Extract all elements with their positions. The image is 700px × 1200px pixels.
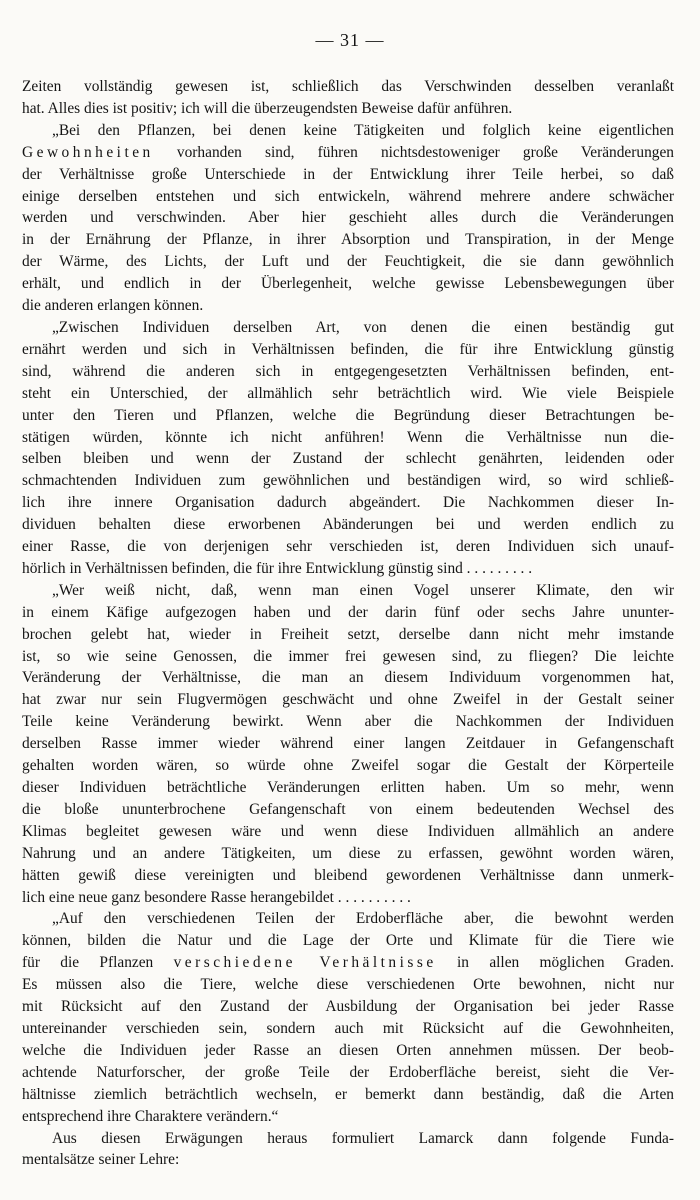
text-line: hat. Alles dies ist positiv; ich will die überzeugendsten Beweise dafür anführen. — [22, 99, 513, 117]
text-line: Klimas begleitet gewesen wäre und wenn diese Individuen allmählich an andere — [22, 822, 674, 840]
text-line: einer Rasse, die von derjenigen sehr verschieden ist, deren Individuen sich unauf- — [22, 538, 674, 556]
text-line: lich eine neue ganz besondere Rasse herangebildet . . . . . . . . . . — [22, 888, 411, 906]
paragraph — [22, 580, 674, 909]
text-line — [22, 952, 674, 974]
text-line: derselben Rasse immer wieder während einer langen Zeitdauer in Gefangenschaft — [22, 735, 674, 753]
text-line: selben bleiben und wenn der Zustand der schlecht genährten, leidenden oder — [22, 450, 674, 468]
text-line: Es müssen also die Tiere, welche diese verschiedenen Orte bewohnen, nicht nur — [22, 976, 674, 994]
text-line: untereinander verschieden sein, sondern auch mit Rücksicht auf die Gewohnheiten, — [22, 1019, 674, 1037]
text-line: ernährt werden und sich in Verhältnissen befinden, die für ihre Entwicklung günstig — [22, 340, 674, 358]
text-line: der Wärme, des Lichts, der Luft und der Feuchtigkeit, die sie dann gewöhnlich — [22, 253, 674, 271]
paragraph — [22, 908, 674, 1127]
text-line: hätten gewiß diese vereinigten und bleibend gewordenen Verhältnisse dann unmerk- — [22, 866, 674, 884]
paragraph — [22, 317, 674, 580]
page-number: — 31 — — [315, 30, 385, 50]
text-line: hältnisse ziemlich beträchtlich wechseln, er bemerkt dann beständig, daß die Arten — [22, 1085, 674, 1103]
text-line: brochen gelebt hat, wieder in Freiheit setzt, derselbe dann nicht mehr imstande — [22, 625, 674, 643]
text-line: dieser Individuen beträchtliche Veränderungen erlitten haben. Um so mehr, wenn — [22, 779, 674, 796]
text-run: in allen möglichen Graden. — [436, 954, 674, 972]
text-line: „Wer weiß nicht, daß, wenn man einen Vogel unserer Klimate, den wir — [52, 581, 674, 599]
text-line: welche die Individuen jeder Rasse an diesen Orten annehmen müssen. Der beob- — [22, 1041, 674, 1059]
text-line: sind, während die anderen sich in entgegengesetzten Verhältnissen befinden, ent- — [22, 362, 674, 380]
paragraph — [22, 76, 674, 120]
text-line: mit Rücksicht auf den Zustand der Ausbildung der Organisation bei jeder Rasse — [22, 998, 674, 1016]
text-line: steht ein Unterschied, der allmählich sehr beträchtlich wird. Wie viele Beispiele — [22, 384, 674, 402]
text-line: entsprechend ihre Charaktere verändern.“ — [22, 1107, 279, 1125]
text-line: achtende Naturforscher, der große Teile der Erdoberfläche bereist, sieht die Ver- — [22, 1063, 674, 1081]
text-line: in der Ernährung der Pflanze, in ihrer Absorption und Transpiration, in der Menge — [22, 231, 674, 249]
text-line: der Verhältnisse große Unterschiede in der Entwicklung ihrer Teile herbei, so daß — [22, 165, 674, 183]
text-line: hat zwar nur sein Flugvermögen geschwächt und ohne Zweifel in der Gestalt seiner — [22, 691, 674, 709]
text-line: erhält, und endlich in der Überlegenheit, welche gewisse Lebensbewegungen über — [22, 275, 674, 293]
body-text — [22, 76, 674, 1171]
text-line: gehalten worden wären, so würde ohne Zweifel sogar die Gestalt der Körperteile — [22, 757, 674, 775]
text-line: dividuen behalten diese erworbenen Abänderungen bei und werden endlich zu — [22, 516, 674, 534]
text-line — [22, 142, 674, 164]
paragraph — [22, 120, 674, 317]
emphasized-term: Gewohnheiten — [22, 143, 154, 161]
text-line: „Auf den verschiedenen Teilen der Erdoberfläche aber, die bewohnt werden — [52, 910, 674, 928]
text-line: Zeiten vollständig gewesen ist, schließlich das Verschwinden desselben veranlaßt — [22, 78, 674, 95]
text-line: Aus diesen Erwägungen heraus formuliert Lamarck dann folgende Funda- — [52, 1129, 674, 1147]
text-line: hörlich in Verhältnissen befinden, die für ihre Entwicklung günstig sind . . . . . . . . . — [22, 559, 533, 577]
text-line: die bloße ununterbrochene Gefangenschaft von einem bedeutenden Wechsel des — [22, 800, 674, 818]
text-line: Teile keine Veränderung bewirkt. Wenn aber die Nachkommen der Individuen — [22, 713, 674, 731]
text-line: Veränderung der Verhältnisse, die man an diesem Individuum vorgenommen hat, — [22, 669, 674, 687]
text-line: werden und verschwinden. Aber hier geschieht alles durch die Veränderungen — [22, 209, 674, 227]
text-line: die anderen erlangen können. — [22, 297, 204, 315]
emphasized-term: verschiedene Verhältnisse — [173, 954, 437, 972]
text-line: schmachtenden Individuen zum gewöhnlichen und beständigen wird, so wird schließ- — [22, 472, 674, 490]
text-line: stätigen würden, könnte ich nicht anführen! Wenn die Verhältnisse nun die- — [22, 428, 674, 446]
text-line: in einem Käfige aufgezogen haben und der darin fünf oder sechs Jahre ununter- — [22, 603, 674, 621]
text-line: Nahrung und an andere Tätigkeiten, um diese zu erfassen, gewöhnt worden wären, — [22, 844, 674, 862]
text-line: lich ihre innere Organisation dadurch abgeändert. Die Nachkommen dieser In- — [22, 494, 674, 512]
text-line: „Zwischen Individuen derselben Art, von denen die einen beständig gut — [52, 318, 674, 336]
text-run: vorhanden sind, führen nichtsdestoweniger große Veränderungen — [153, 143, 674, 161]
text-line: „Bei den Pflanzen, bei denen keine Tätigkeiten und folglich keine eigentlichen — [52, 121, 674, 139]
text-line: mentalsätze seiner Lehre: — [22, 1151, 180, 1169]
text-run: für die Pflanzen — [22, 954, 174, 972]
text-line: können, bilden die Natur und die Lage der Orte und Klimate für die Tiere wie — [22, 932, 674, 950]
text-line: ist, so wie seine Genossen, die immer frei gewesen sind, zu fliegen? Die leichte — [22, 647, 674, 665]
paragraph — [22, 1128, 674, 1172]
text-line: einige derselben entstehen und sich entwickeln, während mehrere andere schwächer — [22, 187, 674, 205]
text-line: unter den Tieren und Pflanzen, welche die Begründung dieser Betrachtungen be- — [22, 406, 674, 424]
